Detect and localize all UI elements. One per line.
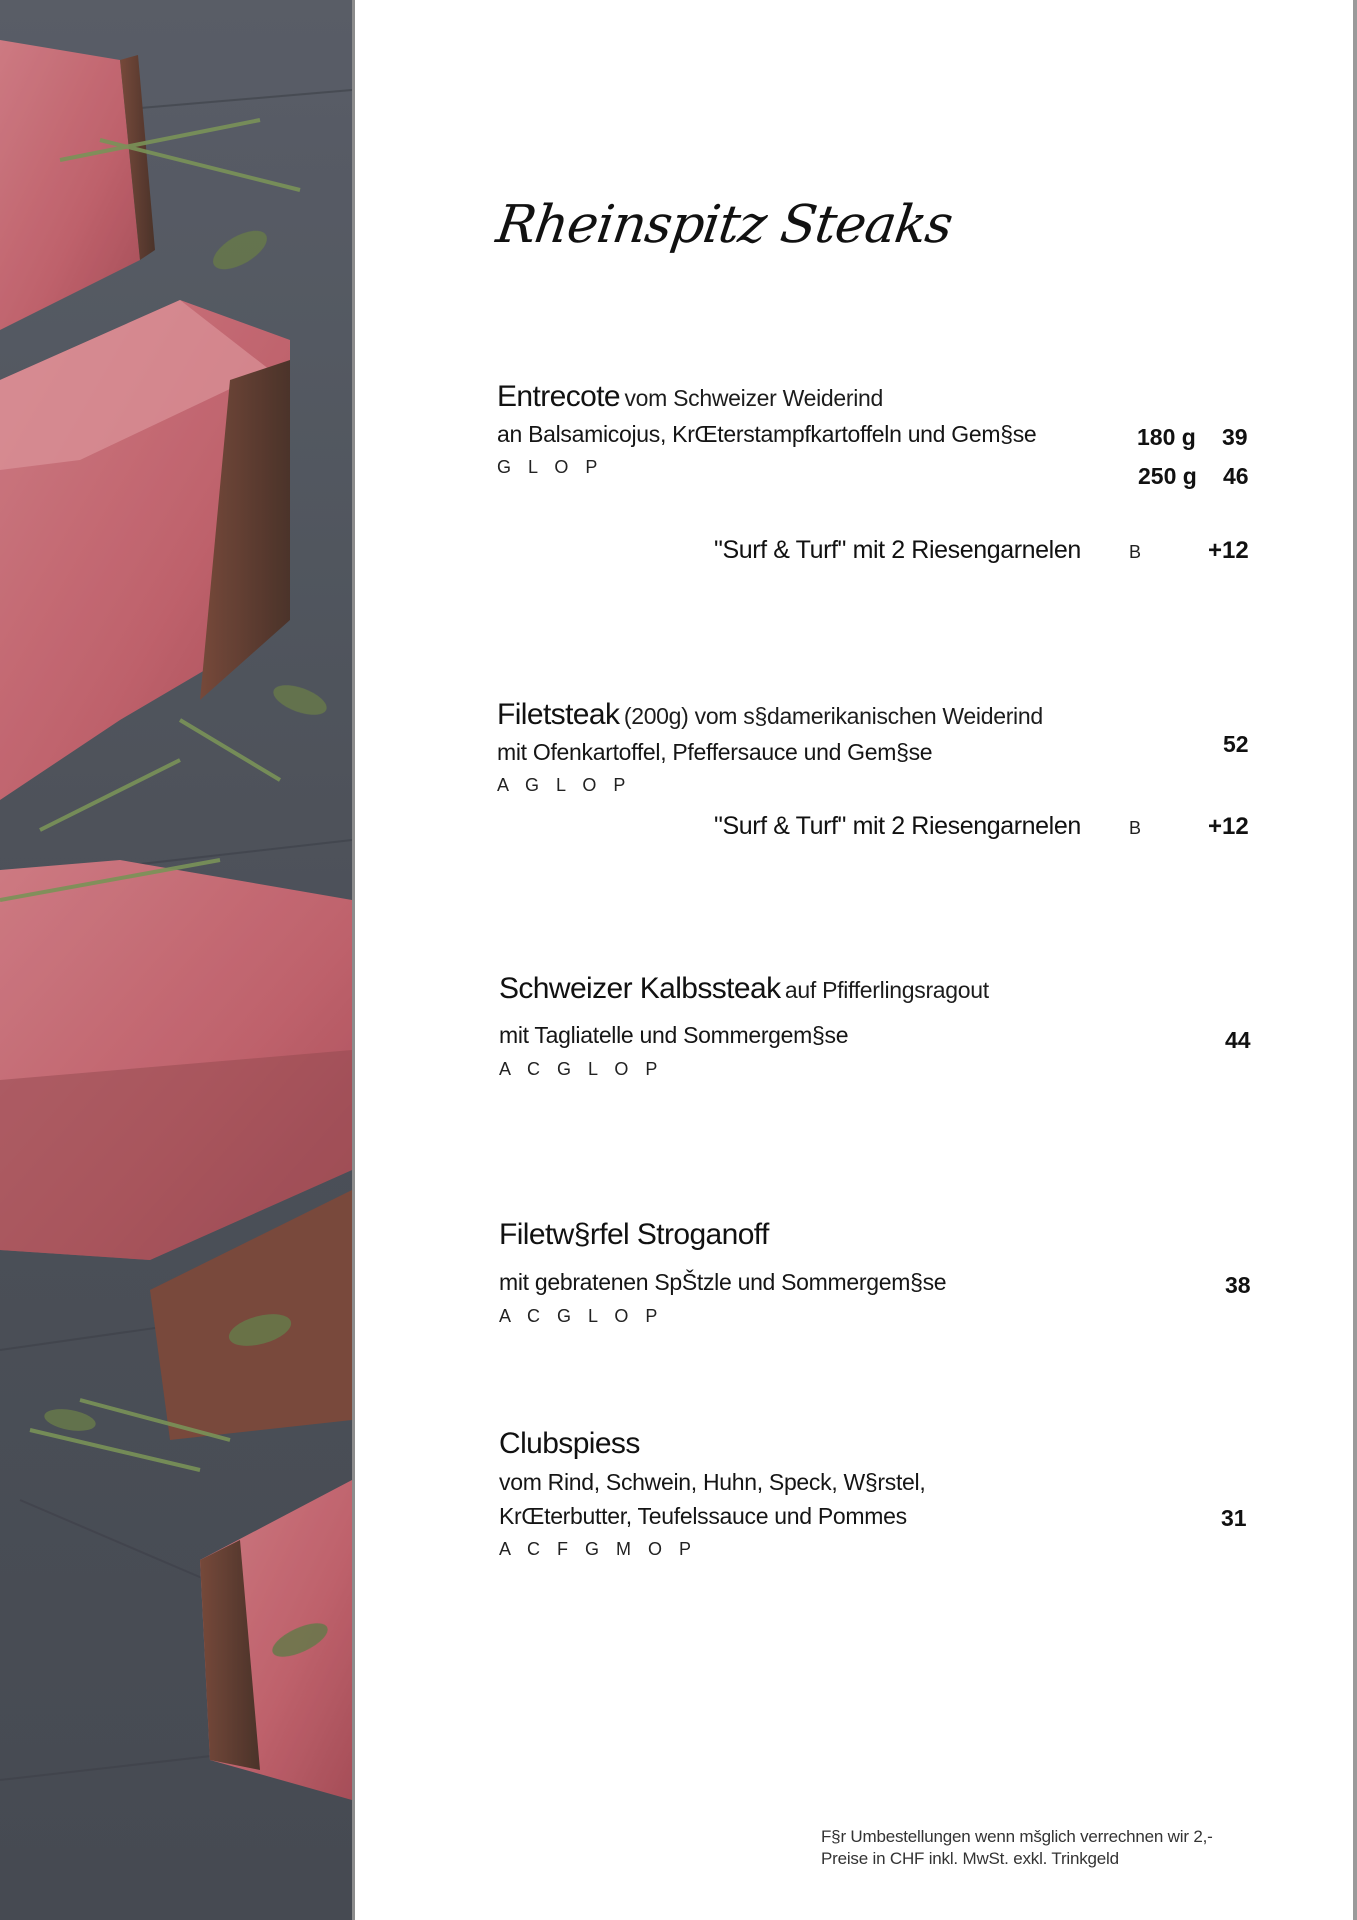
- photo-divider: [352, 0, 355, 1920]
- addon-price: +12: [1208, 813, 1249, 840]
- dish-description: mit Ofenkartoffel, Pfeffersauce und Gem§se: [497, 739, 933, 765]
- dish-kalbssteak-heading: [499, 972, 989, 1006]
- steak-photo: [0, 0, 352, 1920]
- dish-price: 52: [1223, 731, 1249, 757]
- dish-name: Schweizer Kalbssteak: [499, 972, 781, 1005]
- dish-allergens: A G L O P: [497, 775, 632, 795]
- dish-subtitle: (200g) vom s§damerikanischen Weiderind: [623, 703, 1043, 729]
- portion-weight: 250 g: [1138, 463, 1197, 489]
- dish-allergens: A C G L O P: [499, 1059, 664, 1079]
- footer-note: F§r Umbestellungen wenn mšglich verrechnen wir 2,-: [821, 1827, 1213, 1846]
- dish-price: 44: [1225, 1027, 1251, 1053]
- dish-price: 39: [1222, 424, 1248, 450]
- addon-allergen: B: [1129, 542, 1142, 562]
- dish-price: 31: [1221, 1505, 1247, 1531]
- dish-price: 46: [1223, 463, 1249, 489]
- dish-name: Entrecote: [497, 380, 621, 413]
- dish-description: an Balsamicojus, KrŒterstampfkartoffeln und Gem§se: [497, 421, 1037, 447]
- dish-description: vom Rind, Schwein, Huhn, Speck, W§rstel,: [499, 1469, 926, 1495]
- dish-description: mit gebratenen SpŠtzle und Sommergem§se: [499, 1269, 947, 1295]
- page-edge: [1353, 0, 1357, 1920]
- menu-title: Rheinspitz Steaks: [492, 195, 956, 255]
- dish-filetsteak-heading: [497, 698, 1043, 732]
- dish-allergens: G L O P: [497, 457, 604, 477]
- dish-subtitle: auf Pfifferlingsragout: [784, 977, 989, 1003]
- addon-price: +12: [1208, 537, 1249, 564]
- surf-and-turf-addon: "Surf & Turf" mit 2 Riesengarnelen: [714, 536, 1081, 564]
- dish-entrecote-heading: [497, 380, 883, 414]
- dish-allergens: A C F G M O P: [499, 1539, 698, 1559]
- dish-allergens: A C G L O P: [499, 1306, 664, 1326]
- dish-description: mit Tagliatelle und Sommergem§se: [499, 1022, 849, 1048]
- addon-allergen: B: [1129, 818, 1142, 838]
- dish-description: KrŒterbutter, Teufelssauce und Pommes: [499, 1503, 907, 1529]
- portion-weight: 180 g: [1137, 424, 1196, 450]
- dish-name: Clubspiess: [499, 1427, 640, 1460]
- dish-price: 38: [1225, 1272, 1251, 1298]
- dish-name: Filetw§rfel Stroganoff: [499, 1218, 769, 1251]
- surf-and-turf-addon: "Surf & Turf" mit 2 Riesengarnelen: [714, 812, 1081, 840]
- dish-name: Filetsteak: [497, 698, 620, 731]
- footer-note: Preise in CHF inkl. MwSt. exkl. Trinkgeld: [821, 1849, 1119, 1868]
- dish-subtitle: vom Schweizer Weiderind: [624, 385, 884, 411]
